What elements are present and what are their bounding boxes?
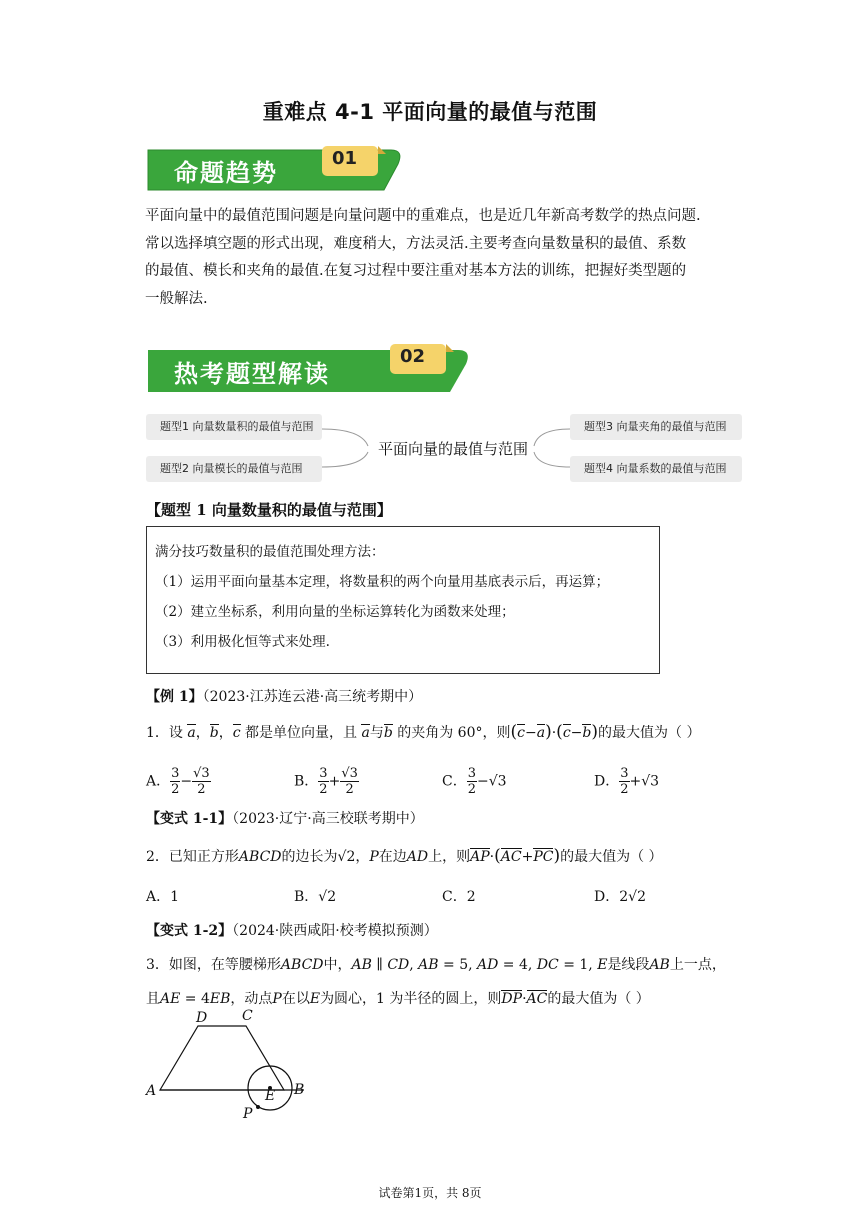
label-P: P bbox=[243, 1106, 253, 1122]
q-text: 的最大值为（ ） bbox=[560, 849, 663, 865]
option-label: B． bbox=[294, 889, 319, 905]
q-text: 的边长为 bbox=[281, 849, 338, 865]
option-label: A． bbox=[146, 773, 171, 790]
mindmap-node-type1: 题型1 向量数量积的最值与范围 bbox=[146, 414, 322, 440]
q-text: 与 bbox=[369, 725, 384, 741]
option-c: C．2 bbox=[442, 889, 476, 905]
section-banner-hot bbox=[146, 344, 476, 392]
q-text: 的夹角为 60°，则 bbox=[397, 725, 511, 741]
q-text: 1．设 bbox=[146, 725, 183, 741]
q-text: 是线段 bbox=[607, 957, 650, 973]
option-c: C． $\frac{3}{2}$ −√3 bbox=[442, 766, 507, 797]
mindmap-node-type4: 题型4 向量系数的最值与范围 bbox=[570, 456, 742, 482]
label-D: D bbox=[196, 1010, 208, 1026]
option-label: D． bbox=[594, 889, 620, 905]
option-label: C． bbox=[442, 773, 467, 790]
variant12-header bbox=[146, 920, 438, 940]
variant11-question: 2．已知正方形ABCD的边长为√2，P在边AD上，则AP·(AC+PC)的最大值为（ ） bbox=[146, 846, 663, 866]
mindmap-node-type3: 题型3 向量夹角的最值与范围 bbox=[570, 414, 742, 440]
variant11-source: （2023·辽宁·高三校联考期中） bbox=[232, 811, 424, 827]
q-text: 的最大值为（ ） bbox=[547, 991, 650, 1007]
banner-hot-label: 热考题型解读 bbox=[174, 360, 330, 388]
intro-line: 常以选择填空题的形式出现，难度稍大，方法灵活.主要考查向量数量积的最值、系数 bbox=[145, 235, 687, 252]
intro-line: 一般解法. bbox=[145, 290, 208, 307]
example1-header bbox=[146, 686, 422, 706]
intro-line: 的最值、模长和夹角的最值.在复习过程中要注重对基本方法的训练，把握好类型题的 bbox=[145, 263, 687, 279]
banner-trend-label: 命题趋势 bbox=[174, 159, 278, 187]
option-d: D． $\frac{3}{2}$ +√3 bbox=[594, 766, 660, 797]
q-text: 在以 bbox=[281, 991, 310, 1007]
q-text: ，动点 bbox=[230, 991, 273, 1007]
option-label: D． bbox=[594, 773, 620, 790]
page-title: 重难点 4-1 平面向量的最值与范围 bbox=[262, 100, 598, 124]
variant12-tag: 【变式 1-2】 bbox=[146, 923, 233, 939]
q-text: 2．已知正方形 bbox=[146, 849, 239, 865]
q-text: 3．如图，在等腰梯形 bbox=[146, 957, 281, 973]
option-a: A． $\frac{3}{2}$ − $\frac{√3}{2}$ bbox=[146, 766, 210, 797]
page-footer: 试卷第1页，共 8页 bbox=[378, 1186, 482, 1200]
label-C: C bbox=[242, 1008, 253, 1024]
mindmap-center: 平面向量的最值与范围 bbox=[377, 440, 528, 458]
option-b: B．√2 bbox=[294, 889, 337, 905]
variant11-tag: 【变式 1-1】 bbox=[146, 811, 233, 827]
label-A: A bbox=[146, 1083, 157, 1099]
q-text: 为圆心，1 为半径的圆上，则 bbox=[320, 991, 502, 1007]
variant11-header bbox=[146, 808, 424, 828]
trapezoid-figure bbox=[144, 1008, 314, 1126]
intro-paragraph bbox=[145, 203, 725, 313]
q-text: ， bbox=[355, 849, 370, 865]
variant12-source: （2024·陕西咸阳·校考模拟预测） bbox=[232, 923, 438, 939]
variant11-options bbox=[146, 884, 706, 908]
tips-item: （1）运用平面向量基本定理，将数量积的两个向量用基底表示后，再运算； bbox=[155, 574, 610, 590]
option-label: B． bbox=[294, 773, 319, 790]
q-text: 上，则 bbox=[428, 849, 471, 865]
option-d: D．2√2 bbox=[594, 889, 646, 905]
tips-box bbox=[146, 526, 660, 674]
label-E: E bbox=[265, 1088, 276, 1104]
tips-heading: 满分技巧数量积的最值范围处理方法： bbox=[155, 544, 385, 560]
q-text: 的最大值为（ ） bbox=[598, 725, 701, 741]
variant12-question-line1: 3．如图，在等腰梯形ABCD中，AB ∥ CD, AB = 5, AD = 4, DC = 1, E是线段AB上一点， bbox=[146, 957, 726, 973]
banner-trend-number: 01 bbox=[332, 148, 358, 169]
banner-hot-number: 02 bbox=[400, 346, 426, 367]
mindmap-node-type2: 题型2 向量模长的最值与范围 bbox=[146, 456, 322, 482]
q-text: 且 bbox=[146, 991, 160, 1007]
q-text: 都是单位向量，且 bbox=[245, 725, 357, 741]
q-text: 上一点， bbox=[669, 957, 726, 973]
section-banner-trend bbox=[146, 146, 408, 194]
q-text: 中， bbox=[323, 957, 352, 973]
example1-question: 1．设 a，b，c 都是单位向量，且 a与b 的夹角为 60°，则(c−a)·(c−b)的最大值为（ ） bbox=[146, 722, 701, 742]
section-heading-type1: 【题型 1 向量数量积的最值与范围】 bbox=[146, 501, 392, 519]
intro-line: 平面向量中的最值范围问题是向量问题中的重难点，也是近几年新高考数学的热点问题. bbox=[145, 208, 701, 224]
tips-item: （2）建立坐标系，利用向量的坐标运算转化为函数来处理； bbox=[155, 604, 515, 620]
example1-tag: 【例 1】 bbox=[146, 689, 203, 705]
tips-item: （3）利用极化恒等式来处理. bbox=[155, 634, 330, 650]
example1-source: （2023·江苏连云港·高三统考期中） bbox=[202, 689, 423, 705]
option-a: A．1 bbox=[146, 889, 180, 905]
example1-options bbox=[146, 756, 706, 796]
mindmap bbox=[146, 404, 746, 488]
q-text: 在边 bbox=[378, 849, 407, 865]
label-B: B bbox=[294, 1082, 305, 1098]
option-b: B． $\frac{3}{2}$ + $\frac{√3}{2}$ bbox=[294, 766, 358, 797]
variant12-question-line2: 且AE = 4EB，动点P在以E为圆心，1 为半径的圆上，则DP·AC的最大值为（ ） bbox=[146, 991, 650, 1007]
